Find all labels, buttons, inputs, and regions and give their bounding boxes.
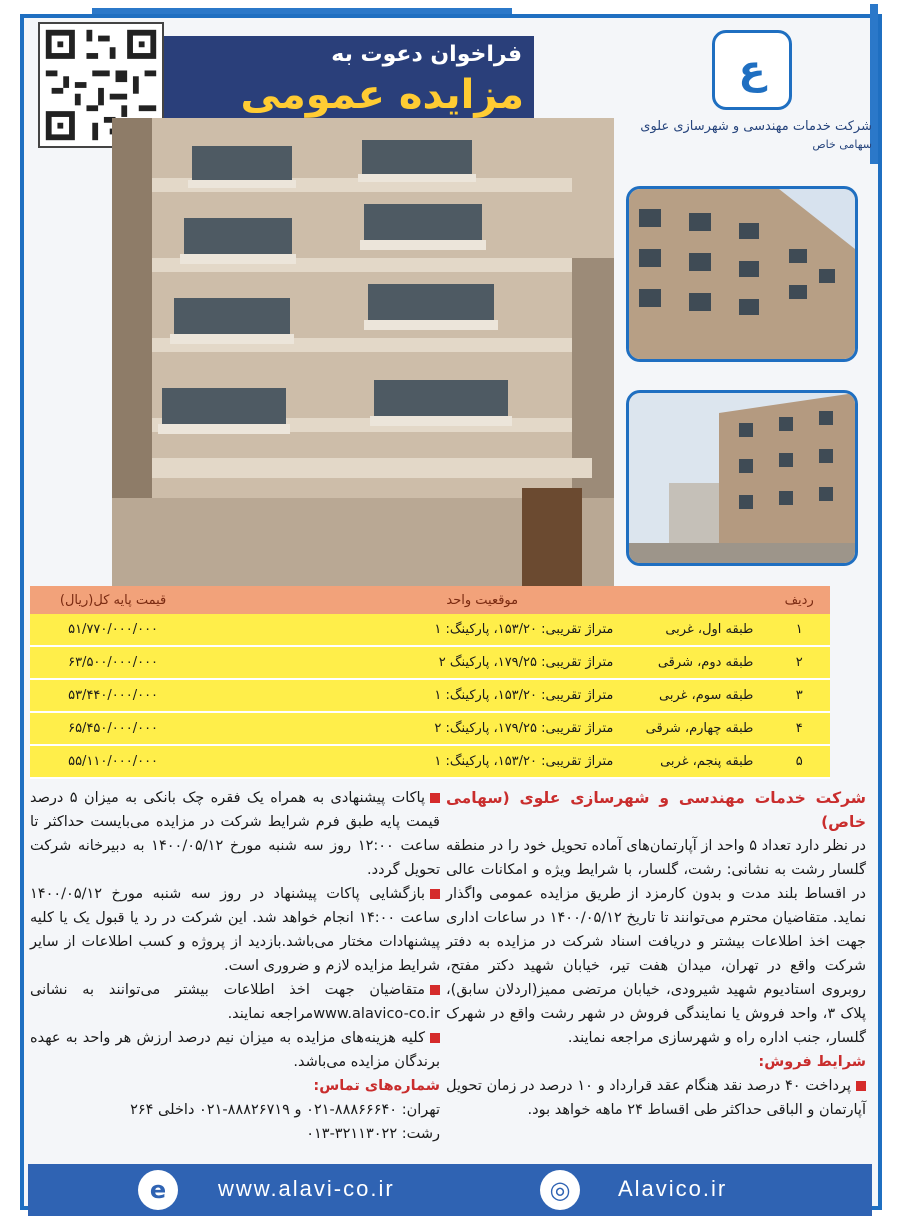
conditions-block [30,786,440,1146]
footer-website-link[interactable]: www.alavi-co.ir [218,1176,395,1201]
row-number: ۴ [768,712,830,745]
company-suffix: سهامی خاص [812,138,872,151]
title-banner [164,36,534,128]
unit-area: متراژ تقریبی: ۱۵۳/۲۰، پارکینگ: ۱ [434,622,614,637]
unit-area: متراژ تقریبی: ۱۵۳/۲۰، پارکینگ: ۱ [434,754,614,769]
building-photo-main [112,118,614,586]
unit-area: متراژ تقریبی: ۱۷۹/۲۵، پارکینگ ۲ [438,655,614,670]
unit-floor: طبقه دوم، شرقی [657,655,754,670]
contact-tehran: تهران: ۸۸۸۶۶۶۴۰-۰۲۱ و ۸۸۸۲۶۷۱۹-۰۲۱ داخلی ۲۶۴ [130,1102,440,1118]
row-number: ۱ [768,614,830,646]
contact-rasht: رشت: ۳۲۱۱۳۰۲۲-۰۱۳ [306,1126,440,1142]
condition-text: پاکات پیشنهادی به همراه یک فقره چک بانکی به میزان ۵ درصد قیمت پایه طبق فرم شرایط شرکت در مزایده می‌بایست حداکثر تا ساعت ۱۲:۰۰ روز سه شنبه مورخ ۱۴۰۰/۰۵/۱۲ به دبیرخانه شرکت تحویل گردد. [30,790,440,878]
unit-location [196,712,768,745]
unit-price: ۶۳/۵۰۰/۰۰۰/۰۰۰ [30,646,196,679]
announcement-heading: شرکت خدمات مهندسی و شهرسازی علوی (سهامی خاص) [446,789,866,831]
col-header-location: موقعیت واحد [196,586,768,614]
units-table [30,586,830,779]
row-number: ۳ [768,679,830,712]
bullet-icon [430,1033,440,1043]
unit-floor: طبقه سوم، غربی [659,688,754,703]
company-name: شرکت خدمات مهندسی و شهرسازی علوی [640,119,872,134]
announcement-body [446,786,866,1122]
col-header-price: قیمت پایه کل(ریال) [30,586,196,614]
condition-item [30,882,440,978]
sale-terms-title: شرایط فروش: [758,1054,866,1070]
unit-location [196,745,768,778]
footer-instagram-link[interactable]: Alavico.ir [618,1176,728,1201]
bullet-icon [430,889,440,899]
unit-location [196,679,768,712]
unit-floor: طبقه پنجم، غربی [660,754,754,769]
sale-terms [446,1074,866,1122]
condition-text: متقاضیان جهت اخذ اطلاعات بیشتر می‌توانند به نشانی [30,982,425,998]
browser-icon: e [138,1170,178,1210]
table-row [30,679,830,712]
row-number: ۲ [768,646,830,679]
contact-title: شماره‌های تماس: [313,1078,440,1094]
banner-pre-title: فراخوان دعوت به [331,42,522,67]
unit-floor: طبقه اول، غربی [665,622,754,637]
condition-item [30,1026,440,1074]
col-header-row-no: ردیف [768,586,830,614]
unit-price: ۵۳/۴۴۰/۰۰۰/۰۰۰ [30,679,196,712]
condition-item [30,978,440,1026]
condition-item [30,786,440,882]
bullet-icon [430,793,440,803]
top-stripe [92,8,512,14]
condition-text: کلیه هزینه‌های مزایده به میزان نیم درصد ارزش هر واحد به عهده برندگان مزایده می‌باشد. [30,1030,440,1070]
instagram-icon: ◎ [540,1170,580,1210]
unit-location [196,614,768,646]
unit-area: متراژ تقریبی: ۱۵۳/۲۰، پارکینگ: ۱ [434,688,614,703]
table-row [30,614,830,646]
table-header-row [30,586,830,614]
unit-location [196,646,768,679]
footer-bar [28,1164,872,1216]
table-row [30,646,830,679]
info-url-link[interactable]: www.alavico-co.ir [313,1006,440,1022]
sale-terms-text: پرداخت ۴۰ درصد نقد هنگام عقد قرارداد و ۱۰ درصد در زمان تحویل آپارتمان و الباقی حداکثر طی اقساط ۲۴ ماهه خواهد بود. [446,1078,866,1118]
condition-text: مراجعه نمایند. [227,1006,314,1022]
announcement-intro: در نظر دارد تعداد ۵ واحد از آپارتمان‌های آماده تحویل خود را در منطقه گلسار رشت به نشانی: رشت، گلسار، با شرایط ویژه و امکانات عالی در اقساط بلند مدت و بدون کارمزد از طریق مزایده عمومی واگذار نماید. متقاضیان محترم می‌توانند تا تاریخ ۱۴۰۰/۰۵/۱۲ در ساعات اداری جهت اخذ اطلاعات بیشتر و دریافت اسناد شرکت در مزایده به دفتر شرکت واقع در تهران، میدان هفت تیر، خیابان شهید دکتر مفتح، روبروی استادیوم شهید شیرودی، خیابان مرتضی ممیز(اردلان سابق)، پلاک ۳، واحد فروش یا نمایندگی فروش در شهر رشت واقع در شهرک گلسار، جنب اداره راه و شهرسازی مراجعه نمایند. [446,838,867,1046]
company-name-block [640,118,872,154]
company-logo: ع [712,30,792,110]
unit-price: ۵۱/۷۷۰/۰۰۰/۰۰۰ [30,614,196,646]
table-row [30,712,830,745]
unit-price: ۶۵/۴۵۰/۰۰۰/۰۰۰ [30,712,196,745]
unit-price: ۵۵/۱۱۰/۰۰۰/۰۰۰ [30,745,196,778]
table-row [30,745,830,778]
bullet-icon [856,1081,866,1091]
condition-text: بازگشایی پاکات پیشنهاد در روز سه شنبه مورخ ۱۴۰۰/۰۵/۱۲ ساعت ۱۴:۰۰ انجام خواهد شد. این شرکت در رد یا قبول یک یا کلیه پیشنهادات مختار می‌باشد.بازدید از پروژه و کسب اطلاعات از سایر شرایط مزایده لازم و ضروری است. [30,886,440,974]
unit-floor: طبقه چهارم، شرقی [645,721,754,736]
bullet-icon [430,985,440,995]
building-photo-side-2 [626,390,858,566]
unit-area: متراژ تقریبی: ۱۷۹/۲۵، پارکینگ: ۲ [434,721,614,736]
building-photo-side-1 [626,186,858,362]
row-number: ۵ [768,745,830,778]
banner-title: مزایده عمومی [240,72,524,118]
